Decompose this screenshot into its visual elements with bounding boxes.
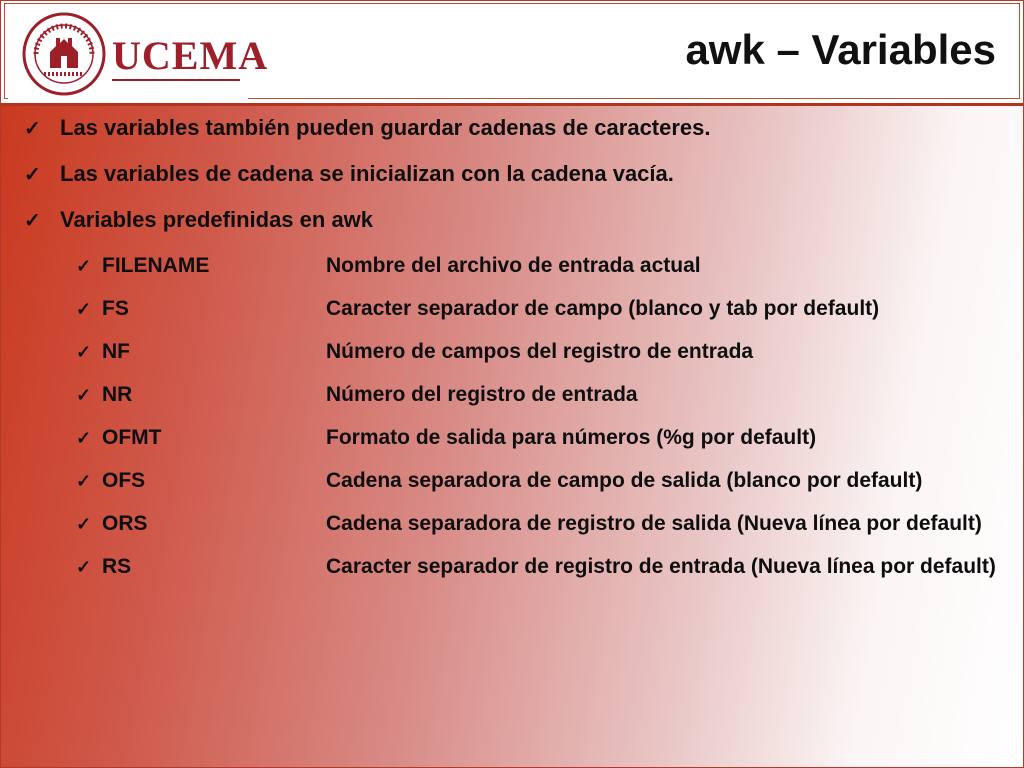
variable-name: NF	[102, 340, 130, 363]
variable-item	[76, 295, 879, 323]
slide-title: awk – Variables	[685, 26, 996, 73]
logo-underline	[112, 79, 240, 81]
checkmark-icon: ✓	[24, 210, 41, 232]
variable-name: RS	[102, 555, 132, 578]
university-seal-icon	[22, 12, 106, 96]
variable-desc: Caracter separador de registro de entrada (Nueva línea por default)	[326, 555, 996, 578]
checkmark-icon: ✓	[76, 385, 92, 405]
bullet-item	[24, 114, 711, 143]
variable-name: OFMT	[102, 426, 162, 449]
logo-wordmark: UCEMA	[112, 33, 269, 78]
checkmark-icon: ✓	[76, 471, 92, 491]
bullet-item	[24, 160, 674, 189]
variable-name: ORS	[102, 512, 148, 535]
checkmark-icon: ✓	[76, 342, 92, 362]
checkmark-icon: ✓	[76, 428, 92, 448]
variable-desc: Nombre del archivo de entrada actual	[326, 254, 701, 277]
checkmark-icon: ✓	[24, 118, 41, 140]
variable-desc: Número del registro de entrada	[326, 383, 638, 406]
variable-item	[76, 252, 701, 280]
bullet-text: Variables predefinidas en awk	[60, 207, 374, 232]
variable-item	[76, 424, 816, 452]
checkmark-icon: ✓	[24, 164, 41, 186]
variable-item	[76, 381, 638, 409]
bullet-item	[24, 206, 373, 235]
slide-header	[0, 0, 1024, 106]
variable-desc: Caracter separador de campo (blanco y tab por default)	[326, 297, 880, 320]
variable-item	[76, 467, 922, 495]
variable-item	[76, 338, 753, 366]
variable-desc: Cadena separadora de campo de salida (blanco por default)	[326, 469, 923, 492]
variable-desc: Número de campos del registro de entrada	[326, 340, 754, 363]
variable-item	[76, 510, 982, 538]
variable-desc: Cadena separadora de registro de salida (Nueva línea por default)	[326, 512, 982, 535]
variable-name: FS	[102, 297, 129, 320]
bullet-text: Las variables también pueden guardar cadenas de caracteres.	[60, 115, 711, 140]
checkmark-icon: ✓	[76, 256, 92, 276]
checkmark-icon: ✓	[76, 514, 92, 534]
variable-name: NR	[102, 383, 133, 406]
variable-item	[76, 553, 996, 581]
checkmark-icon: ✓	[76, 299, 92, 319]
variable-name: FILENAME	[102, 254, 210, 277]
variable-name: OFS	[102, 469, 146, 492]
checkmark-icon: ✓	[76, 557, 92, 577]
ucema-logo	[8, 6, 269, 100]
bullet-text: Las variables de cadena se inicializan con la cadena vacía.	[60, 161, 674, 186]
variable-desc: Formato de salida para números (%g por default)	[326, 426, 817, 449]
